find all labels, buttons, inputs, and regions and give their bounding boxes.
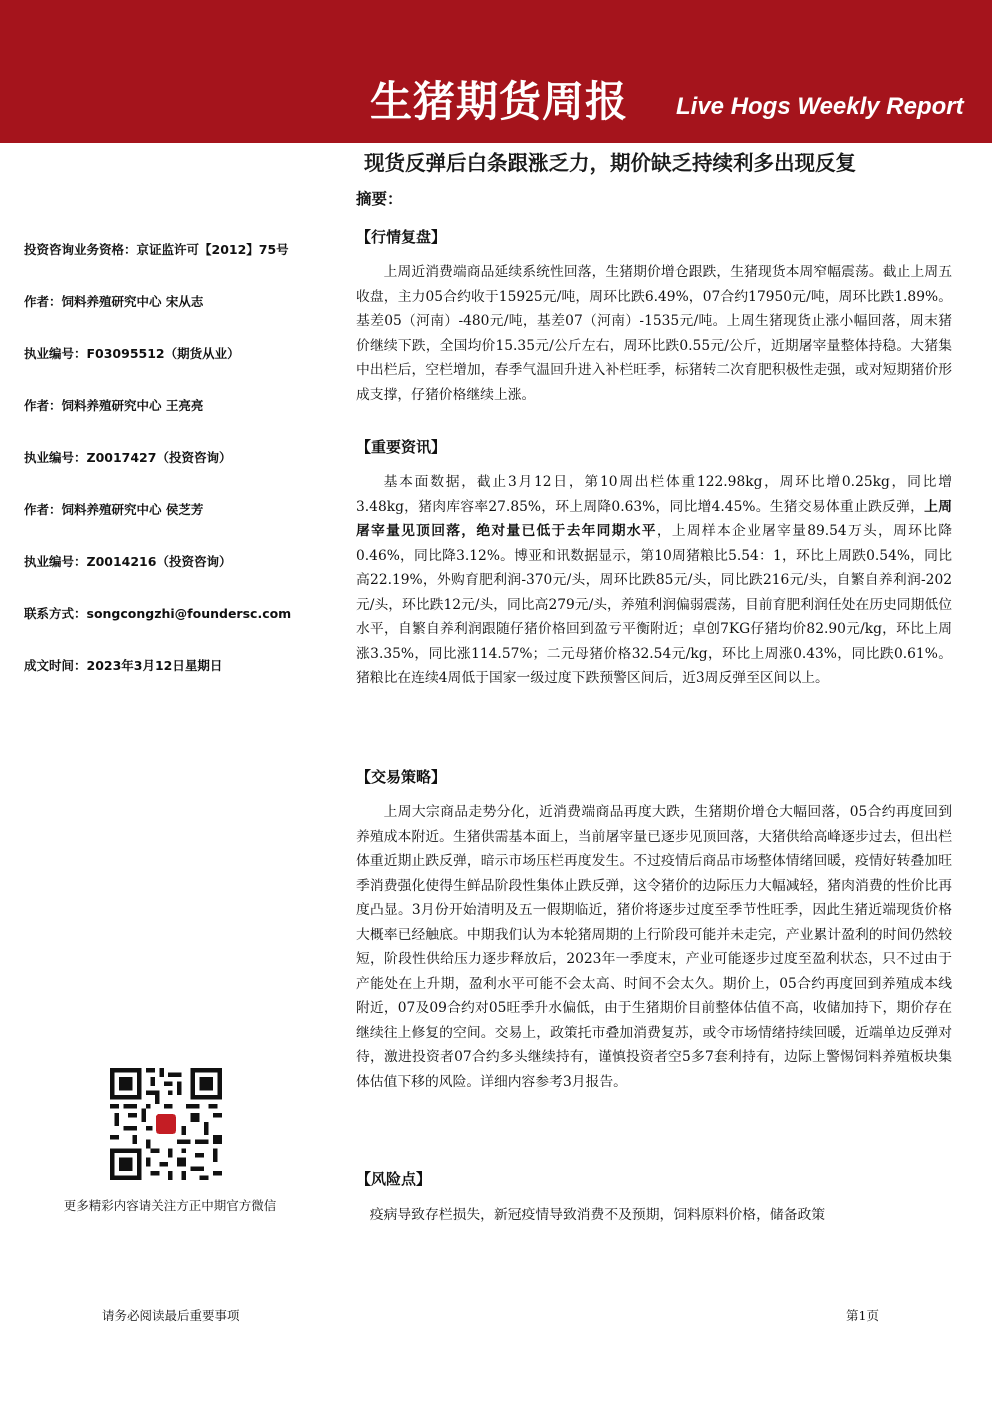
qr-caption: 更多精彩内容请关注方正中期官方微信 <box>63 1198 277 1213</box>
section-title-risk: 【风险点】 <box>356 1170 432 1188</box>
wechat-qr-code-icon <box>110 1068 222 1180</box>
section-title-strategy: 【交易策略】 <box>356 768 447 786</box>
news-text-highlight: 上周屠宰量见顶回落，绝对量已低于去年同期水平 <box>356 498 952 539</box>
section-title-news: 【重要资讯】 <box>356 438 447 456</box>
news-text <box>356 470 952 691</box>
page-number: 第1页 <box>846 1308 879 1323</box>
author-3: 作者：饲料养殖研究中心 侯芝芳 <box>24 502 204 517</box>
author-2: 作者：饲料养殖研究中心 王亮亮 <box>24 398 204 413</box>
license-info: 投资咨询业务资格：京证监许可【2012】75号 <box>24 242 289 257</box>
license-number-1: 执业编号：F03095512（期货从业） <box>24 346 240 361</box>
report-title-en: Live Hogs Weekly Report <box>676 93 964 120</box>
publish-date: 成文时间：2023年3月12日星期日 <box>24 658 223 673</box>
risk-text: 疫病导致存栏损失，新冠疫情导致消费不及预期，饲料原料价格，储备政策 <box>369 1207 826 1223</box>
market-review-text: 上周近消费端商品延续系统性回落，生猪期价增仓跟跌，生猪现货本周窄幅震荡。截止上周五收盘，主力05合约收于15925元/吨，周环比跌6.49%，07合约17950元/吨，周环比跌1.89%。基差05（河南）-480元/吨，基差07（河南）-1535元/吨。上周生猪现货止涨小幅回落，周末猪价继续下跌，全国均价15.35元/公斤左右，周环比跌0.55元/公斤，近期屠宰量整体持稳。大猪集中出栏后，空栏增加，春季气温回升进入补栏旺季，标猪转二次育肥积极性走强，或对短期猪价形成支撑，仔猪价格继续上涨。 <box>356 264 952 403</box>
footer-notice: 请务必阅读最后重要事项 <box>102 1308 240 1323</box>
report-subtitle: 现货反弹后白条跟涨乏力，期价缺乏持续利多出现反复 <box>364 151 856 175</box>
license-number-2: 执业编号：Z0017427（投资咨询） <box>24 450 232 465</box>
strategy-text: 上周大宗商品走势分化，近消费端商品再度大跌，生猪期价增仓大幅回落，05合约再度回到养殖成本附近。生猪供需基本面上，当前屠宰量已逐步见顶回落，大猪供给高峰逐步过去，但出栏体重近期止跌反弹，暗示市场压栏再度发生。不过疫情后商品市场整体情绪回暖，疫情好转叠加旺季消费强化使得生鲜品阶段性集体止跌反弹，这令猪价的边际压力大幅减轻，猪肉消费的性价比再度凸显。3月份开始清明及五一假期临近，猪价将逐步过度至季节性旺季，因此生猪近端现货价格大概率已经触底。中期我们认为本轮猪周期的上行阶段可能并未走完，产业累计盈利的时间仍然较短，阶段性供给压力逐步释放后，2023年一季度末，产业可能逐步过度至盈利状态，只不过由于产能处在上升期，盈利水平可能不会太高、时间不会太久。期价上，05合约再度回到养殖成本线附近，07及09合约对05旺季升水偏低，由于生猪期价目前整体估值不高，收储加持下，期价存在继续往上修复的空间。交易上，政策托市叠加消费复苏，或令市场情绪持续回暖，近端单边反弹对待，激进投资者07合约多头继续持有，谨慎投资者空5多7套利持有，边际上警惕饲料养殖板块集体估值下移的风险。详细内容参考3月报告。 <box>356 804 952 1090</box>
news-text-part-1: 基本面数据，截止3月12日，第10周出栏体重122.98kg，周环比增0.25kg，同比增3.48kg，猪肉库容率27.85%，环上周降0.63%，同比增4.45%。生猪交易体重止跌反弹， <box>356 474 952 515</box>
report-title-cn: 生猪期货周报 <box>370 77 629 126</box>
section-title-market-review: 【行情复盘】 <box>356 228 447 246</box>
news-text-part-2: ，上周样本企业屠宰量89.54万头，周环比降0.46%，同比降3.12%。博亚和讯数据显示，第10周猪粮比5.54：1，环比上周跌0.54%，同比高22.19%，外购育肥利润-370元/头，周环比跌85元/头，同比跌216元/头，自繁自养利润-202元/头，环比跌12元/头，同比高279元/头，养殖利润偏弱震荡，目前育肥利润任处在历史同期低位水平，自繁自养利润跟随仔猪价格回到盈亏平衡附近；卓创7KG仔猪均价82.90元/kg，环比上周涨3.35%，同比涨114.57%；二元母猪价格32.54元/kg，环比上周涨0.43%，同比跌0.61%。猪粮比在连续4周低于国家一级过度下跌预警区间后，近3周反弹至区间以上。 <box>356 523 952 686</box>
author-1: 作者：饲料养殖研究中心 宋从志 <box>24 294 204 309</box>
license-number-3: 执业编号：Z0014216（投资咨询） <box>24 554 232 569</box>
abstract-label: 摘要： <box>356 190 403 208</box>
contact-email: 联系方式：songcongzhi@foundersc.com <box>24 606 292 621</box>
